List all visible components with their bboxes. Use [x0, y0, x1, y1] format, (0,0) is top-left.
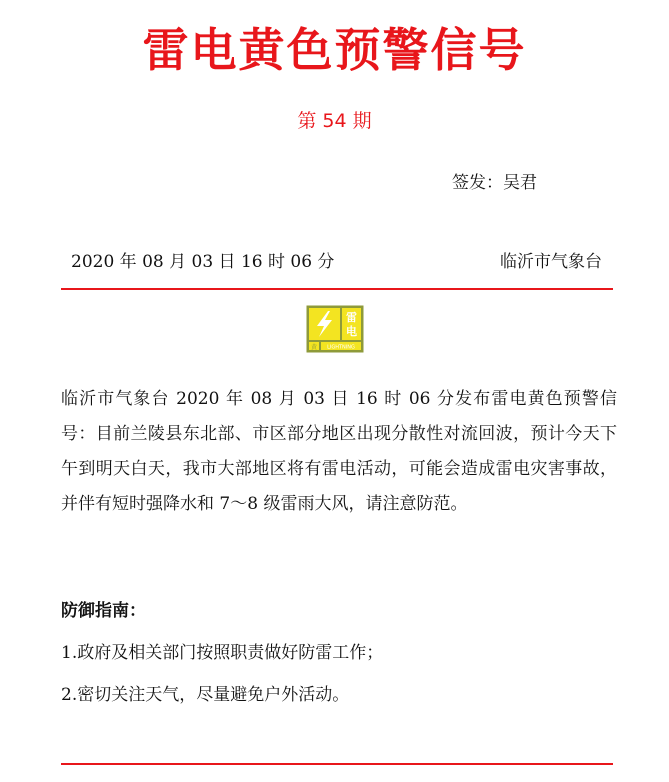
divider-bottom: [61, 763, 613, 765]
issue-number: 第 54 期: [297, 110, 372, 132]
guide-title: 防御指南：: [61, 601, 146, 621]
icon-label-top: 雷: [346, 311, 357, 324]
icon-label-en: LIGHTNING: [327, 344, 355, 351]
signer: 签发：吴君: [452, 173, 537, 193]
issuing-agency: 临沂市气象台: [500, 252, 602, 272]
issue-datetime: 2020 年 08 月 03 日 16 时 06 分: [71, 252, 335, 272]
icon-label-bottom: 电: [346, 325, 357, 338]
page-title: 雷电黄色预警信号: [142, 23, 527, 77]
thunder-yellow-warning-icon: [306, 305, 364, 353]
guide-item: 1.政府及相关部门按照职责做好防雷工作；: [61, 643, 384, 663]
icon-corner-text: 黄: [310, 344, 318, 351]
guide-item: 2.密切关注天气，尽量避免户外活动。: [61, 685, 350, 705]
divider-top: [61, 288, 613, 290]
warning-paragraph: 临沂市气象台 2020 年 08 月 03 日 16 时 06 分发布雷电黄色预警信号：目前兰陵县东北部、市区部分地区出现分散性对流回波，预计今天下午到明天白天，我市大部地区将有雷电活动，可能会造成雷电灾害事故，并伴有短时强降水和 7～8 级雷雨大风，请注意防范。: [61, 389, 617, 514]
